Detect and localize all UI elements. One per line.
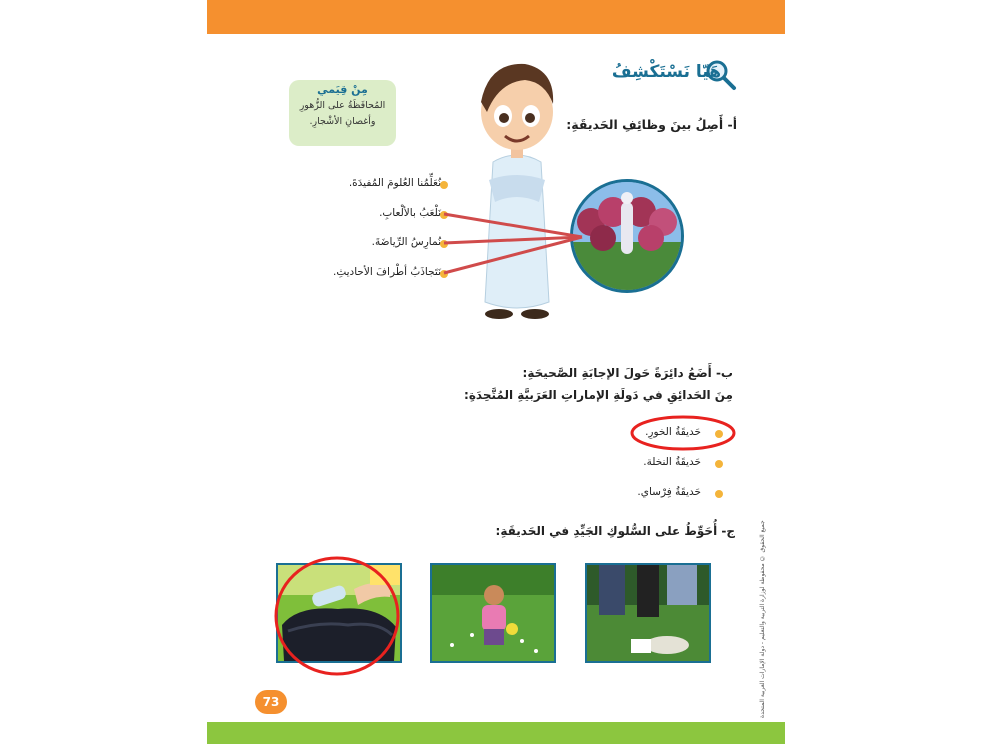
page-number: 73	[255, 690, 287, 714]
trash-bag-photo-icon	[278, 565, 400, 661]
bullet-dot	[440, 240, 448, 248]
boy-character-illustration	[469, 52, 565, 324]
textbook-page	[207, 0, 785, 744]
answer-option[interactable]: حَديقَةُ الخورِ.	[645, 426, 701, 438]
page-title: هَيّا نَسْتَكْشِفُ	[611, 62, 721, 82]
section-b-question: مِنَ الحَدائِقِ في دَولَةِ الإماراتِ العَرَبيَّةِ المُتَّحِدَةِ:	[464, 388, 733, 402]
girl-picking-flowers-photo-icon	[432, 565, 554, 661]
photo-option-flowers[interactable]	[430, 563, 556, 663]
photo-option-trash[interactable]	[276, 563, 402, 663]
section-b-instruction: ب- أَضَعُ دائِرَةً حَولَ الإجابَةِ الصَّحيحَةِ:	[522, 366, 733, 380]
photo-option-litter[interactable]	[585, 563, 711, 663]
answer-option[interactable]: حَديقَةُ النخلة.	[643, 456, 701, 468]
values-line: وأغصانِ الأشْجارِ.	[309, 116, 376, 127]
side-credit: جميع الحقوق © محفوظة لوزارة التربية والتعليم - دولة الإمارات العربية المتحدة	[759, 520, 766, 718]
bullet-dot	[440, 270, 448, 278]
section-a-instruction: أ- أَصِلُ بينَ وظائِفِ الحَديقَةِ:	[566, 117, 737, 132]
values-box	[289, 80, 396, 146]
function-item: نُمارِسُ الرِّياضَةَ.	[371, 236, 441, 248]
bullet-dot	[715, 460, 723, 468]
litter-on-grass-photo-icon	[587, 565, 709, 661]
section-c-instruction: ج- أُحَوِّطُ على السُّلوكِ الجَيِّدِ في الحَديقَةِ:	[495, 524, 735, 538]
top-orange-bar	[207, 0, 785, 34]
answer-option[interactable]: حَديقَةُ فِرْساي.	[637, 486, 701, 498]
function-item: نَلْعَبُ بالألْعابِ.	[379, 207, 441, 219]
bottom-green-bar	[207, 722, 785, 744]
bullet-dot	[440, 181, 448, 189]
function-item: نَتَجاذَبُ أطْرافَ الأحاديثِ.	[332, 266, 441, 278]
peacock-garden-image	[570, 179, 684, 293]
bullet-dot	[715, 490, 723, 498]
function-item: نُعَلِّمُنا العُلومَ المُفيدَةَ.	[348, 177, 441, 189]
bullet-dot	[715, 430, 723, 438]
bullet-dot	[440, 211, 448, 219]
values-line: المُحافَظَةُ على الزُّهورِ	[299, 100, 386, 111]
values-title: مِنْ قِيَمي	[317, 83, 368, 96]
peacock-flowers-icon	[573, 182, 681, 290]
